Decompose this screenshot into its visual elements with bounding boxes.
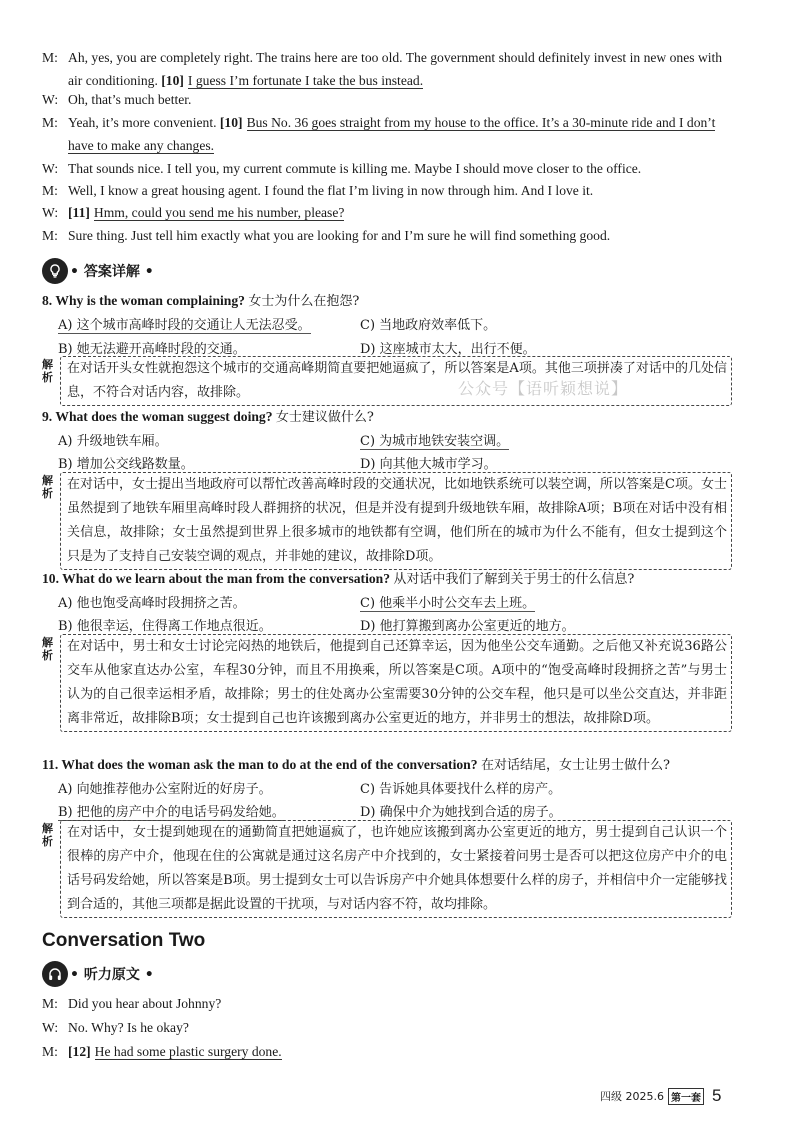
- question-10: 10. What do we learn about the man from the conversation? 从对话中我们了解到关于男士的什么信息?: [42, 571, 635, 587]
- option: C) 为城市地铁安装空调。: [360, 434, 510, 449]
- edition-label: 四级 2025.6: [600, 1090, 664, 1103]
- option: C) 他乘半小时公交车去上班。: [360, 596, 536, 611]
- option: D) 这座城市太大，出行不便。: [360, 342, 536, 357]
- dialogue-line: W: No. Why? Is he okay?: [42, 1020, 189, 1035]
- dialogue-line: W: Oh, that’s much better.: [42, 92, 192, 107]
- option: A) 这个城市高峰时段的交通让人无法忍受。: [58, 318, 311, 333]
- analysis-10: 解析 在对话中，男士和女士讨论完闷热的地铁后，他提到自己还算幸运，因为他坐公交车通勤。之后他又补充说36路公交车从他家直达办公室，车程30分钟，而且不用换乘，所以答案是C项。A项中的“饱受高峰时段拥挤之苦”与男士认为的自己很幸运相矛盾，故排除；男士的住处离办公室需要30分钟的公交车程，他只是可以坐公交直达，并非距离非常近，故排除B项；女士提到自己也许该搬到离办公室更近的地方，并非男士的想法，故排除D项。: [42, 634, 732, 732]
- dialogue-line: W: That sounds nice. I tell you, my current commute is killing me. Maybe I should move closer to the office.: [42, 161, 642, 176]
- analysis-badge: 解析: [42, 358, 53, 384]
- option: A) 他也饱受高峰时段拥挤之苦。: [58, 596, 246, 611]
- set-label: 第一套: [668, 1088, 704, 1105]
- question-11: 11. What does the woman ask the man to do at the end of the conversation? 在对话结尾，女士让男士做什么?: [42, 757, 670, 773]
- dialogue-line: M: Yeah, it’s more convenient. [10] Bus No. 36 goes straight from my house to the office. It’s a 30-minute ride and I don’t have to make any changes.: [42, 115, 716, 153]
- option: D) 他打算搬到离办公室更近的地方。: [360, 619, 575, 634]
- question-9: 9. What does the woman suggest doing? 女士建议做什么?: [42, 409, 374, 425]
- option: B) 她无法避开高峰时段的交通。: [58, 342, 246, 357]
- page-number: 5: [712, 1086, 722, 1105]
- option: B) 他很幸运，住得离工作地点很近。: [58, 619, 272, 634]
- option: B) 增加公交线路数量。: [58, 457, 194, 472]
- option: B) 把他的房产中介的电话号码发给她。: [58, 805, 285, 820]
- analysis-badge: 解析: [42, 474, 53, 500]
- analysis-badge: 解析: [42, 822, 53, 848]
- option: A) 升级地铁车厢。: [58, 434, 168, 449]
- lightbulb-icon: [42, 258, 68, 284]
- option: C) 告诉她具体要找什么样的房产。: [360, 782, 562, 797]
- section-title: Conversation Two: [42, 930, 206, 951]
- option: C) 当地政府效率低下。: [360, 318, 497, 333]
- dialogue-line: M: Did you hear about Johnny?: [42, 996, 222, 1011]
- dialogue-line: M: Ah, yes, you are completely right. The trains here are too old. The government should definitely invest in new ones with air conditioning. [10] I guess I’m fortunate I take the bus instead.: [42, 50, 723, 88]
- option: D) 确保中介为她找到合适的房子。: [360, 805, 562, 820]
- watermark: 公众号【语听颖想说】: [458, 379, 629, 398]
- page-footer: [600, 1086, 721, 1106]
- analysis-8: 解析 在对话开头女性就抱怨这个城市的交通高峰期简直要把她逼疯了，所以答案是A项。其他三项拼凑了对话中的几处信息，不符合对话内容，故排除。: [42, 356, 732, 406]
- analysis-9: 解析 在对话中，女士提出当地政府可以帮忙改善高峰时段的交通状况，比如地铁系统可以装空调，所以答案是C项。女士虽然提到了地铁车厢里高峰时段人群拥挤的状况，但是并没有提到升级地铁车厢，故排除A项；B项在对话中没有相关信息，故排除；女士虽然提到世界上很多城市的地铁都有空调，他们所在的城市为什么不能有，但女士提到这个只是为了支持自己安装空调的观点，并非她的建议，故排除D项。: [42, 472, 732, 570]
- analysis-11: 解析 在对话中，女士提到她现在的通勤简直把她逼疯了，也许她应该搬到离办公室更近的地方，男士提到自己认识一个很棒的房产中介，他现在住的公寓就是通过这名房产中介找到的，女士紧接着问男士是否可以把这位房产中介的电话号码发给她，所以答案是B项。男士提到女士可以告诉房产中介她具体想要什么样的房子，并相信中介一定能够找到合适的，其他三项都是据此设置的干扰项，与对话内容不符，故均排除。: [42, 820, 732, 918]
- dialogue-line: M: [12] He had some plastic surgery done.: [42, 1044, 282, 1059]
- question-8: 8. Why is the woman complaining? 女士为什么在抱怨?: [42, 293, 360, 309]
- answers-heading: • 答案详解 •: [42, 257, 154, 285]
- analysis-badge: 解析: [42, 636, 53, 662]
- headphones-icon: [42, 961, 68, 987]
- transcript-heading: • 听力原文 •: [42, 960, 154, 988]
- option: A) 向她推荐他办公室附近的好房子。: [58, 782, 272, 797]
- dialogue-line: M: Sure thing. Just tell him exactly what you are looking for and I’m sure he will find something good.: [42, 228, 611, 243]
- dialogue-line: W: [11] Hmm, could you send me his number, please?: [42, 205, 345, 220]
- option: D) 向其他大城市学习。: [360, 457, 497, 472]
- dialogue-line: M: Well, I know a great housing agent. I found the flat I’m living in now through him. And I love it.: [42, 183, 594, 198]
